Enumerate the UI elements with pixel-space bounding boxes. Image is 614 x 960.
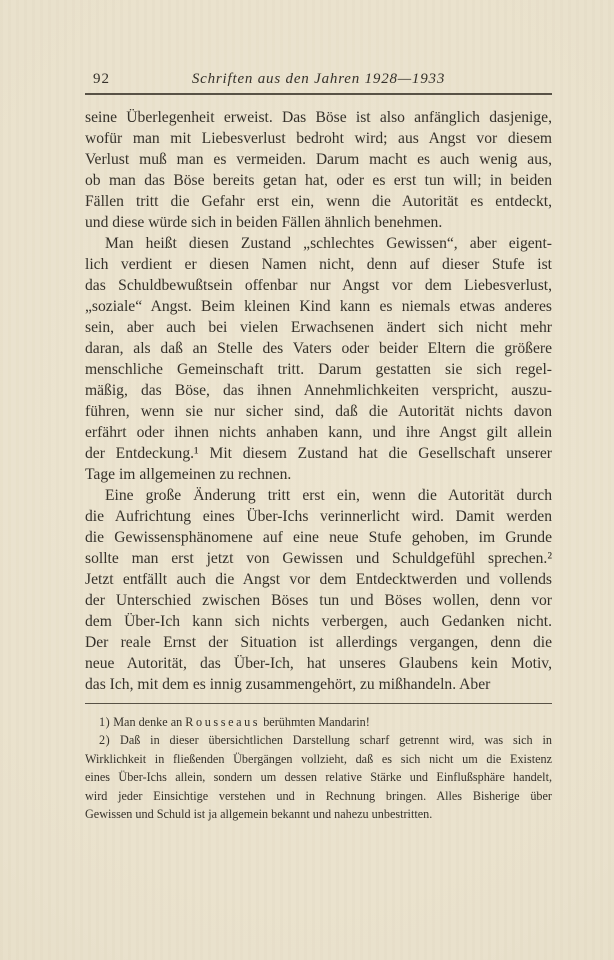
footnote-2-marker: 2) bbox=[99, 733, 111, 748]
running-header bbox=[85, 71, 552, 91]
text-line: das Schuldbewußtsein offenbar nur Angst vor dem Liebesverlust, bbox=[85, 277, 552, 294]
text-line: „soziale“ Angst. Beim kleinen Kind kann es niemals etwas anderes bbox=[85, 298, 552, 315]
text-line: wofür man mit Liebesverlust bedroht wird; aus Angst vor diesem bbox=[85, 130, 552, 147]
text-line: der Entdeckung.¹ Mit diesem Zustand hat die Gesellschaft unserer bbox=[85, 445, 552, 462]
text-line: der Unterschied zwischen Böses tun und Böses wollen, denn vor bbox=[85, 592, 552, 609]
text-line: dem Über-Ich kann sich nichts verbergen, auch Gedanken nicht. bbox=[85, 613, 552, 630]
header-rule bbox=[85, 93, 552, 95]
footnote-2-line: wird jeder Einsichtige verstehen und in Rechnung bringen. Alles Bisherige über bbox=[85, 788, 552, 803]
text-line: neue Autorität, das Über-Ich, hat unseres Glaubens kein Motiv, bbox=[85, 655, 552, 672]
text-line: Fällen tritt die Gefahr erst ein, wenn die Autorität es entdeckt, bbox=[85, 193, 552, 210]
footnote-1-text-before: Man denke an bbox=[113, 715, 183, 729]
footnote-1-text-after: berühmten Mandarin! bbox=[263, 715, 370, 729]
footnote-2-line: Wirklichkeit in fließenden Übergängen vollzieht, daß es sich nicht um die Existenz bbox=[85, 751, 552, 766]
footnote-separator-rule bbox=[85, 703, 552, 704]
footnote-1 bbox=[85, 713, 552, 731]
text-line: erfährt oder ihnen nichts anhaben kann, und ihre Angst gilt allein bbox=[85, 424, 552, 441]
text-line: die Aufrichtung eines Über-Ichs verinnerlicht wird. Damit werden bbox=[85, 508, 552, 525]
paragraph bbox=[85, 485, 552, 695]
footnote-2-line: 2) Daß in dieser übersichtlichen Darstellung scharf getrennt wird, was sich in bbox=[99, 733, 552, 748]
text-line: ob man das Böse bereits getan hat, oder es erst tun will; in beiden bbox=[85, 172, 552, 189]
footnote-1-author-name: Rousseaus bbox=[185, 715, 261, 729]
text-line: Tage im allgemeinen zu rechnen. bbox=[85, 466, 292, 483]
footnotes-section bbox=[85, 713, 552, 823]
footnote-2-line: eines Über-Ichs allein, sondern um dessen relative Stärke und Einflußsphäre handelt, bbox=[85, 770, 552, 785]
text-line: führen, wenn sie nur sicher sind, daß die Autorität nichts davon bbox=[85, 403, 552, 420]
running-title: Schriften aus den Jahren 1928—1933 bbox=[191, 71, 446, 87]
paragraph bbox=[85, 233, 552, 485]
text-line: sollte man erst jetzt von Gewissen und Schuldgefühl sprechen.² bbox=[85, 550, 552, 567]
text-line: die Gewissensphänomene auf eine neue Stufe gehoben, im Grunde bbox=[85, 529, 552, 546]
footnote-2-line: Gewissen und Schuld ist ja allgemein bekannt und nahezu unbestritten. bbox=[85, 807, 433, 822]
text-line: das Ich, mit dem es innig zusammengehört, zu mißhandeln. Aber bbox=[85, 676, 491, 693]
paragraph bbox=[85, 107, 552, 233]
text-line: Der reale Ernst der Situation ist allerdings vergangen, denn die bbox=[85, 634, 552, 651]
text-line: Man heißt diesen Zustand „schlechtes Gewissen“, aber eigent- bbox=[105, 235, 552, 252]
text-line: menschliche Gemeinschaft tritt. Darum gestatten sie sich regel- bbox=[85, 361, 552, 378]
text-line: und diese würde sich in beiden Fällen ähnlich benehmen. bbox=[85, 214, 443, 231]
footnote-2 bbox=[85, 731, 552, 823]
footnote-1-marker: 1) bbox=[99, 715, 111, 729]
text-block bbox=[85, 0, 552, 823]
text-line: Jetzt entfällt auch die Angst vor dem Entdecktwerden und vollends bbox=[85, 571, 552, 588]
text-line: sein, aber auch bei vielen Erwachsenen ändert sich nicht mehr bbox=[85, 319, 552, 336]
text-line: lich verdient er diesen Namen nicht, denn auf dieser Stufe ist bbox=[85, 256, 552, 273]
text-line: seine Überlegenheit erweist. Das Böse ist also anfänglich dasjenige, bbox=[85, 109, 552, 126]
page-number: 92 bbox=[93, 71, 110, 87]
body-text bbox=[85, 107, 552, 695]
text-line: Eine große Änderung tritt erst ein, wenn die Autorität durch bbox=[105, 487, 552, 504]
text-line: mäßig, das Böse, das ihnen Annehmlichkeiten verspricht, auszu- bbox=[85, 382, 552, 399]
text-line: daran, als daß an Stelle des Vaters oder beider Eltern die größere bbox=[85, 340, 552, 357]
text-line: Verlust muß man es vermeiden. Darum macht es auch wenig aus, bbox=[85, 151, 552, 168]
